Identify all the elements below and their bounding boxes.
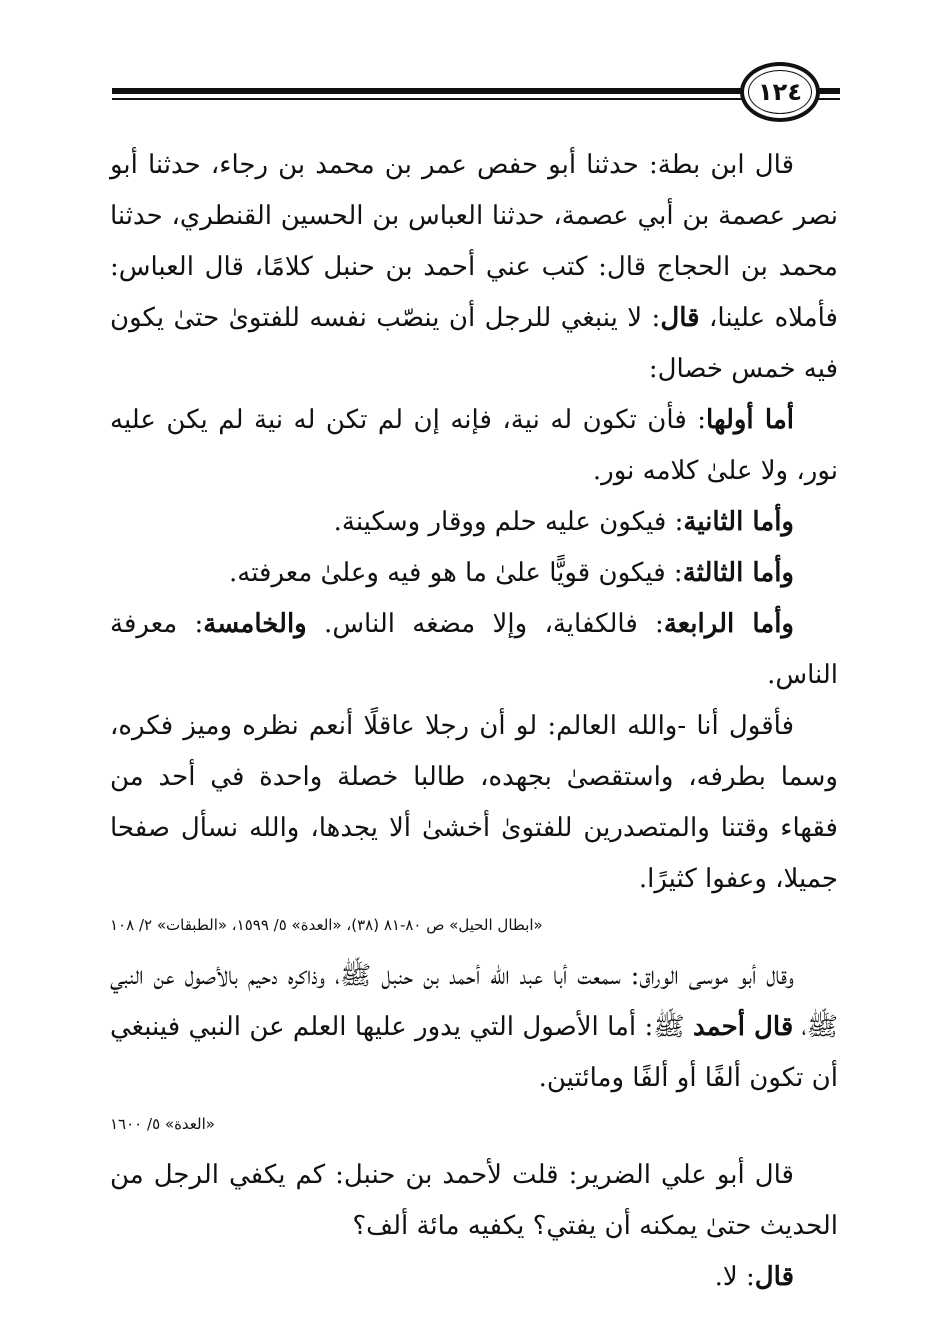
page-number: ١٢٤ xyxy=(758,78,802,106)
bold-qala: قال xyxy=(660,303,700,333)
citation: «ابطال الحيل» ص ٨٠-٨١ (٣٨)، «العدة» ٥/ ١٥٩٩، «الطبقات» ٢/ ١٠٨ xyxy=(110,916,543,934)
trait-label: وأما الثانية xyxy=(683,507,794,537)
paragraph-author-comment xyxy=(110,701,838,905)
paragraph-third-trait xyxy=(110,548,838,599)
page-header xyxy=(112,62,840,126)
bold-qala-ahmad: قال أحمد xyxy=(692,1012,794,1042)
paragraph-answer xyxy=(110,1252,838,1303)
trait-text: : فيكون عليه حلم ووقار وسكينة. xyxy=(333,507,684,537)
trait-text: : فأن تكون له نية، فإنه إن لم تكن له نية لم يكن عليه نور، ولا علىٰ كلامه نور. xyxy=(110,405,838,486)
trait-text: : فيكون قويًّا علىٰ ما هو فيه وعلىٰ معرفته. xyxy=(228,558,683,588)
trait-text: : فالكفاية، وإلا مضغه الناس. xyxy=(306,609,664,639)
paragraph-text: ﷺ: أما الأصول التي يدور عليها العلم عن النبي فينبغي أن تكون ألفًا أو ألفًا ومائتين. xyxy=(110,1012,838,1093)
paragraph-text: قال ابن بطة: حدثنا أبو حفص عمر بن محمد بن رجاء، حدثنا أبو نصر عصمة بن أبي عصمة، حدثنا العباس بن الحسين القنطري، حدثنا محمد بن الحجاج قال: كتب عني أحمد بن حنبل كلامًا، قال العباس: فأملاه علينا، xyxy=(110,150,838,333)
paragraph-text: قال أبو علي الضرير: قلت لأحمد بن حنبل: كم يكفي الرجل من الحديث حتىٰ يمكنه أن يفتي؟ يكفيه مائة ألف؟ xyxy=(110,1160,838,1241)
paragraph-first-trait xyxy=(110,395,838,497)
page-number-badge xyxy=(740,62,820,122)
paragraph-second-trait xyxy=(110,497,838,548)
trait-label: وأما الرابعة xyxy=(663,609,794,639)
trait-label: والخامسة xyxy=(203,609,307,639)
bold-qala: قال xyxy=(754,1262,794,1292)
trait-text: : معرفة الناس. xyxy=(110,609,838,690)
paragraph-text: وقال أبو موسى الوراق: سمعت أبا عبد الله أحمد بن حنبل ﷺ، وذاكره دحيم بالأصول عن النبي ﷺ، xyxy=(110,961,838,1042)
trait-label: أما أولها xyxy=(706,405,795,435)
trait-label: وأما الثالثة xyxy=(682,558,794,588)
paragraph-abu-musa xyxy=(110,951,838,1104)
citation: «العدة» ٥/ ١٦٠٠ xyxy=(110,1115,215,1133)
header-rule-thick xyxy=(112,88,744,94)
header-rule-thin xyxy=(112,98,744,100)
paragraph-text: فأقول أنا -والله العالم: لو أن رجلا عاقلًا أنعم نظره وميز فكره، وسما بطرفه، واستقصىٰ بجهده، طالبا خصلة واحدة في أحد من فقهاء وقتنا والمتصدرين للفتوىٰ أخشىٰ ألا يجدها، والله نسأل صفحا جميلا، وعفوا كثيرًا. xyxy=(110,711,838,894)
paragraph-fourth-fifth-trait xyxy=(110,599,838,701)
paragraph-abu-ali xyxy=(110,1150,838,1252)
paragraph-text: : لا. xyxy=(714,1262,755,1292)
page-body xyxy=(110,140,838,1303)
paragraph-text: : لا ينبغي للرجل أن ينصّب نفسه للفتوىٰ حتىٰ يكون فيه خمس خصال: xyxy=(110,303,838,384)
paragraph-ibn-batta xyxy=(110,140,838,395)
